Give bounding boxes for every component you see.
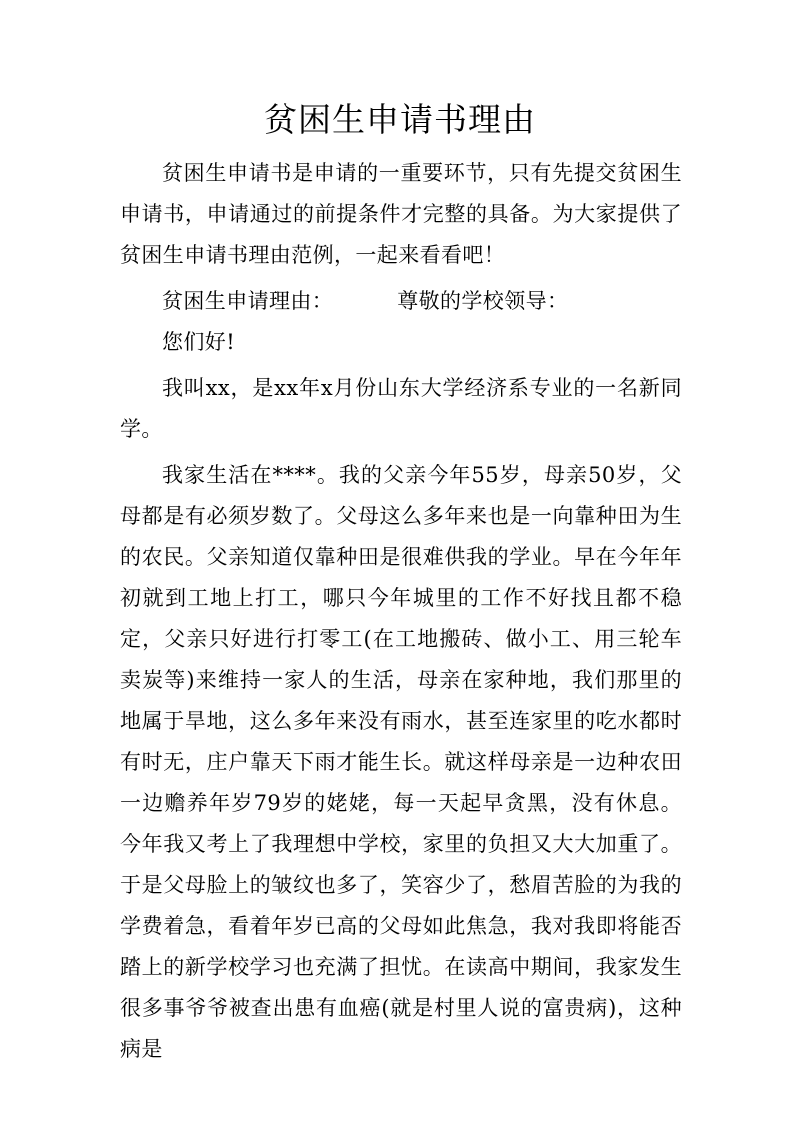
greeting-paragraph: 您们好! xyxy=(162,330,236,354)
reason-line xyxy=(120,281,682,322)
family-paragraph: 我家生活在****。我的父亲今年55岁，母亲50岁，父母都是有必须岁数了。父母这么多年来也是一向靠种田为生的农民。父亲知道仅靠种田是很难供我的学业。早在今年年初就到工地上打工，哪只今年城里的工作不好找且都不稳定，父亲只好进行打零工(在工地搬砖、做小工、用三轮车卖炭等)来维持一家人的生活，母亲在家种地，我们那里的地属于旱地，这么多年来没有雨水，甚至连家里的吃水都时有时无，庄户靠天下雨才能生长。就这样母亲是一边种农田一边赡养年岁79岁的姥姥，每一天起早贪黑，没有休息。今年我又考上了我理想中学校，家里的负担又大大加重了。于是父母脸上的皱纹也多了，笑容少了，愁眉苦脸的为我的学费着急，看着年岁已高的父母如此焦急，我对我即将能否踏上的新学校学习也充满了担忧。在读高中期间，我家发生很多事爷爷被查出患有血癌(就是村里人说的富贵病)，这种病是 xyxy=(120,463,682,1061)
document-title: 贫困生申请书理由 xyxy=(264,100,536,139)
reason-label: 贫困生申请理由： xyxy=(162,289,334,313)
salutation: 尊敬的学校领导： xyxy=(397,289,569,313)
self-intro-paragraph: 我叫xx，是xx年x月份山东大学经济系专业的一名新同学。 xyxy=(120,376,682,441)
intro-paragraph: 贫困生申请书是申请的一重要环节，只有先提交贫困生申请书，申请通过的前提条件才完整的具备。为大家提供了贫困生申请书理由范例，一起来看看吧！ xyxy=(120,161,682,267)
document-body xyxy=(120,153,682,1070)
